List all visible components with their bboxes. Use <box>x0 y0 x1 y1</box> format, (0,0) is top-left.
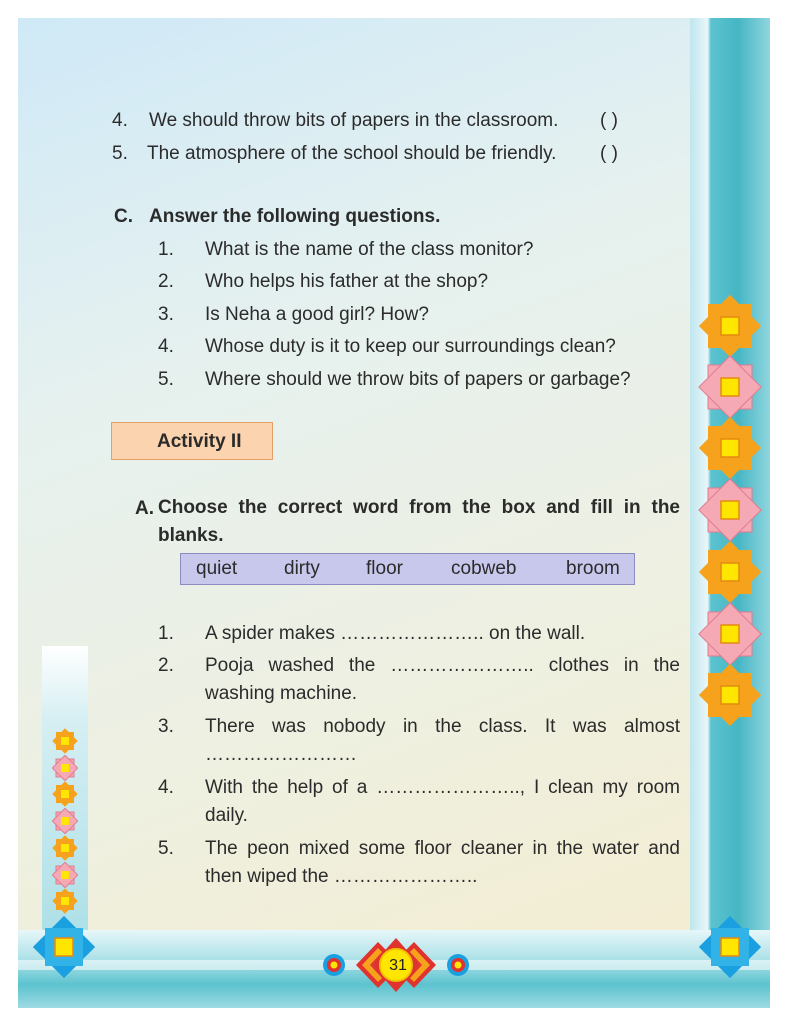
orange-small-flower-icon <box>52 728 78 754</box>
answer-bracket: ( ) <box>600 110 618 131</box>
pink-flower-icon <box>698 355 762 419</box>
orange-flower-icon <box>698 540 762 604</box>
word-option: dirty <box>284 558 320 579</box>
section-label: A. <box>135 498 154 519</box>
pink-small-flower-icon <box>52 862 78 888</box>
section-heading: Choose the correct word from the box and fill in the blanks. <box>158 497 680 546</box>
orange-small-flower-icon <box>52 781 78 807</box>
pink-small-flower-icon <box>52 808 78 834</box>
pink-small-flower-icon <box>52 755 78 781</box>
blank-item-text: Pooja washed the ………………….. clothes in the washing machine. <box>205 655 680 704</box>
word-option: cobweb <box>451 558 517 579</box>
orange-small-flower-icon <box>52 835 78 861</box>
word-option: quiet <box>196 558 238 579</box>
section-label: C. <box>114 206 133 227</box>
orange-flower-icon <box>698 294 762 358</box>
orange-flower-icon <box>698 416 762 480</box>
item-number: 5. <box>112 143 128 164</box>
blank-item-number: 1. <box>158 623 174 644</box>
blank-item-number: 2. <box>158 655 174 676</box>
orange-small-flower-icon <box>52 888 78 914</box>
question-number: 3. <box>158 304 174 325</box>
statement-text: We should throw bits of papers in the classroom. <box>149 110 559 131</box>
question-text: Is Neha a good girl? How? <box>205 304 429 325</box>
word-option: broom <box>566 558 620 579</box>
blank-item-number: 5. <box>158 838 174 859</box>
blank-item-text: With the help of a ………………….., I clean my room daily. <box>205 777 680 826</box>
question-number: 1. <box>158 239 174 260</box>
item-number: 4. <box>112 110 128 131</box>
pink-flower-icon <box>698 478 762 542</box>
question-text: Who helps his father at the shop? <box>205 271 489 292</box>
blank-item-number: 4. <box>158 777 174 798</box>
blank-item-text: The peon mixed some floor cleaner in the water and then wiped the ………………….. <box>205 838 680 887</box>
activity-label: Activity II <box>157 431 242 452</box>
question-number: 4. <box>158 336 174 357</box>
statement-text: The atmosphere of the school should be friendly. <box>147 143 557 164</box>
blank-item-text: A spider makes ………………….. on the wall. <box>205 623 586 644</box>
question-text: Whose duty is it to keep our surroundings clean? <box>205 336 616 357</box>
question-number: 5. <box>158 369 174 390</box>
blank-item-text: There was nobody in the class. It was almost …………………… <box>205 716 680 765</box>
orange-flower-icon <box>698 663 762 727</box>
question-number: 2. <box>158 271 174 292</box>
pink-flower-icon <box>698 602 762 666</box>
page-number: 31 <box>389 957 407 974</box>
answer-bracket: ( ) <box>600 143 618 164</box>
blank-item-number: 3. <box>158 716 174 737</box>
word-option: floor <box>366 558 403 579</box>
blue-diamond-icon <box>31 914 97 980</box>
question-text: Where should we throw bits of papers or garbage? <box>205 369 631 390</box>
section-heading: Answer the following questions. <box>149 206 441 227</box>
blue-diamond-icon <box>697 914 763 980</box>
question-text: What is the name of the class monitor? <box>205 239 534 260</box>
